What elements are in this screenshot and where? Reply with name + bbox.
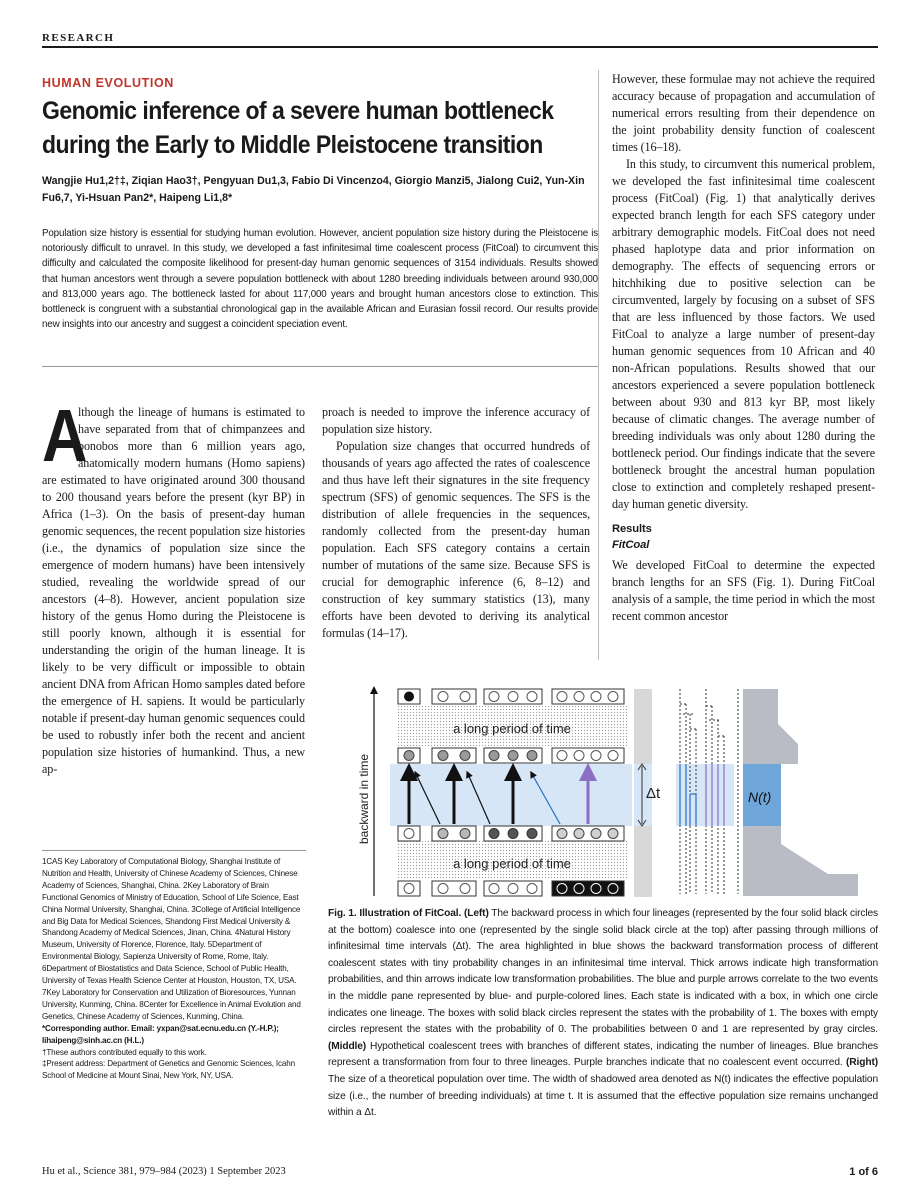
body-paragraph: proach is needed to improve the inference accuracy of population size history. <box>322 405 590 436</box>
caption-left-text: The backward process in which four lineages (represented by the four solid black circles at the bottom) coalesce into one (represented by the single solid black circle at the top) after passing through millions of infinitesimal time intervals (Δt). The area highlighted in blue shows the backward transformation process of different coalescent states with tiny probability changes in an infinitesimal time interval. Thick arrows indicate high transformation probabilities, and thin arrows indicate low transformation probabilities. The blue and purple arrows correlate to the two events in the middle pane represented by blue- and purple-colored lines. Each state is indicated with a box, in which one circle indicates one lineage. The boxes with solid black circles represent the states with the probability of 1. The boxes with empty circles represent the states with the probability of 0. The probabilities between 0 and 1 are represented by gray circles. <box>328 908 879 1036</box>
abstract-divider <box>42 366 598 367</box>
footer-citation: Hu et al., Science 381, 979–984 (2023) 1 September 2023 <box>42 1166 286 1177</box>
present-address-note: ‡Present address: Department of Genetics and Genomic Sciences, Icahn School of Medicine at Mount Sinai, New York, NY, USA. <box>42 1059 295 1081</box>
caption-middle-label: (Middle) <box>328 1040 367 1052</box>
long-period-label-bottom: a long period of time <box>453 856 571 871</box>
author-list: Wangjie Hu1,2†‡, Ziqian Hao3†, Pengyuan Du1,3, Fabio Di Vincenzo4, Giorgio Manzi5, Jialong Cui2, Yun-Xin Fu6,7, Yi-Hsuan Pan2*, Haipeng Li1,8* <box>42 175 585 204</box>
state-row-bottom <box>398 881 624 896</box>
body-paragraph: lthough the lineage of humans is estimated to have separated from that of chimpanzees and bonobos more than 6 million years ago, anatomically modern humans (Homo sapiens) are estimated to have originated around 300 thousand to 200 thousand years before the present (kyr BP) in Africa (1–3). On the basis of present-day human genomic sequences, the recent population size histories (i.e., the dynamics of population size since the emergence of modern humans) have been intensively studied, revealing the worldwide spread of our ancestors (4–8). However, ancient population size history of the genus Homo during the Pleistocene is still poorly known, although it is essential for understanding the origin of the human lineage. It is likely to be very difficult or impossible to obtain ancient DNA from African Homo samples dated before the emergence of H. sapiens. It would be particularly notable if present-day human genomic sequences could be used to robustly infer both the recent and ancient population size histories of humankind. Thus, a new ap- <box>42 405 305 776</box>
state-row-lower <box>398 826 624 841</box>
affiliations-text: 1CAS Key Laboratory of Computational Biology, Shanghai Institute of Nutrition and Health, University of Chinese Academy of Sciences, Chinese Academy of Sciences, Shanghai, China. 2Key Laboratory of Brain Functional Genomics of Ministry of Education, School of Life Science, East China Normal University, Shanghai, China. 3College of Artificial Intelligence and Big Data for Medical Sciences, Shandong First Medical University & Shandong Academy of Medical Sciences, Jinan, China. 4Natural History Museum, University of Florence, Florence, Italy. 5Department of Environmental Biology, Sapienza University of Rome, Rome, Italy. 6Department of Biostatistics and Data Science, School of Public Health, University of Texas Health Science Center at Houston, Houston, TX, USA. 7Key Laboratory for Conservation and Utilization of Bioresources, Yunnan University, Kunming, China. 8Center for Excellence in Animal Evolution and Genetics, Chinese Academy of Sciences, Kunming, China. <box>42 857 301 1021</box>
coalescent-trees-panel <box>634 689 738 897</box>
column-divider <box>598 70 599 660</box>
drop-cap: A <box>42 394 88 477</box>
corresponding-author: *Corresponding author. Email: yxpan@sat.ecnu.edu.cn (Y.-H.P.); lihaipeng@sinh.ac.cn (H.L.) <box>42 1023 279 1045</box>
article-kicker: HUMAN EVOLUTION <box>42 76 174 90</box>
state-row-top <box>398 689 624 704</box>
figure-caption <box>328 906 878 1122</box>
abstract: Population size history is essential for studying human evolution. However, ancient population size history during the Pleistocene is notoriously difficult to unravel. In this study, we developed a fast infinitesimal time coalescent process (FitCoal) to circumvent this difficulty and calculated the composite likelihood for present-day human genomic sequences of 3154 individuals. Results showed that human ancestors went through a severe population bottleneck with about 1280 breeding individuals between around 930,000 and 813,000 years ago. The bottleneck lasted for about 117,000 years and brought human ancestors close to extinction. This bottleneck is congruent with a substantial chronological gap in the available African and Eurasian fossil record. Our results provide new insights into our ancestry and suggest a coincident speciation event. <box>42 228 598 331</box>
state-row-upper <box>398 748 624 763</box>
y-axis-label: backward in time <box>357 753 371 844</box>
section-label: RESEARCH <box>42 32 115 44</box>
body-column-1 <box>42 394 305 778</box>
results-subheading: FitCoal <box>612 539 650 551</box>
body-paragraph: In this study, to circumvent this numerical problem, we developed the fast infinitesimal time coalescent process (FitCoal) (Fig. 1) that analytically derives expected branch length for each SFS category under arbitrary demographic models. FitCoal does not need phased haplotype data and prior information on demography. The effects of sequencing errors or hitchhiking due to positive selection can be circumvented, largely by focusing on a subset of SFS that are less influenced by those factors. We used FitCoal to analyze a large number of present-day human genomic sequences from 10 African and 40 non-African populations. Results showed that our ancestors experienced a severe population bottleneck between about 930 and 813 kyr BP, most likely because of climatic changes. The average number of breeding individuals was only about 1280 during the bottleneck period. Our findings indicate that the severe bottleneck brought the ancestral human population close to extinction and completely reshaped present-day human genetic diversity. <box>612 157 875 511</box>
body-paragraph: We developed FitCoal to determine the expected branch lengths for an SFS (Fig. 1). During FitCoal analysis of a sample, the time period in which the most recent common ancestor <box>612 558 875 623</box>
page-header <box>42 28 878 46</box>
caption-left-label: (Left) <box>463 908 489 919</box>
delta-t-label: Δt <box>646 785 661 802</box>
caption-right-label: (Right) <box>846 1057 878 1069</box>
body-column-2 <box>322 404 590 642</box>
affiliations-divider <box>42 850 306 851</box>
body-paragraph: However, these formulae may not achieve the required accuracy because of propagation and accumulation of numerical errors resulting from their dependence on the joint probability density function of coalescent times (16–18). <box>612 72 875 154</box>
page-number: 1 of 6 <box>849 1166 878 1178</box>
body-paragraph: Population size changes that occurred hundreds of thousands of years ago affected the rates of coalescence and thus have left their signatures in the site frequency spectrum (SFS) of genomic sequences. The SFS is the distribution of allele frequencies in the sequences, randomly collected from the present-day human population. Each SFS category contains a certain number of mutations of the same size. Because SFS is crucial for demographic inference (6, 8–12) and construction of key summary statistics (13), many efforts have been devoted to deriving its analytical formulas (14–17). <box>322 439 590 640</box>
caption-right-text: The size of a theoretical population over time. The width of shadowed area denoted as N(t) indicates the effective population size (i.e., the number of breeding individuals) at time t. It is assumed that the effective population size remains unchanged within a Δt. <box>328 1073 878 1119</box>
caption-middle-text: Hypothetical coalescent trees with branches of different states, indicating the number of lineages. Blue branches represent a transformation from four to three lineages. Purple branches indicate that no coalescent event occurred. <box>328 1040 878 1069</box>
article-title: Genomic inference of a severe human bottleneck during the Early to Middle Pleistocene transition <box>42 97 554 159</box>
equal-contribution-note: †These authors contributed equally to this work. <box>42 1047 207 1057</box>
time-axis-arrow-icon <box>370 686 378 694</box>
results-heading: Results <box>612 523 652 535</box>
figure-1-illustration <box>328 684 878 899</box>
long-period-label-top: a long period of time <box>453 721 571 736</box>
population-size-label: N(t) <box>748 789 772 805</box>
header-rule <box>42 46 878 48</box>
population-size-panel <box>743 689 858 896</box>
body-column-3 <box>612 71 875 625</box>
affiliations-block <box>42 856 306 1082</box>
figure-caption-label: Fig. 1. Illustration of FitCoal. <box>328 908 462 919</box>
